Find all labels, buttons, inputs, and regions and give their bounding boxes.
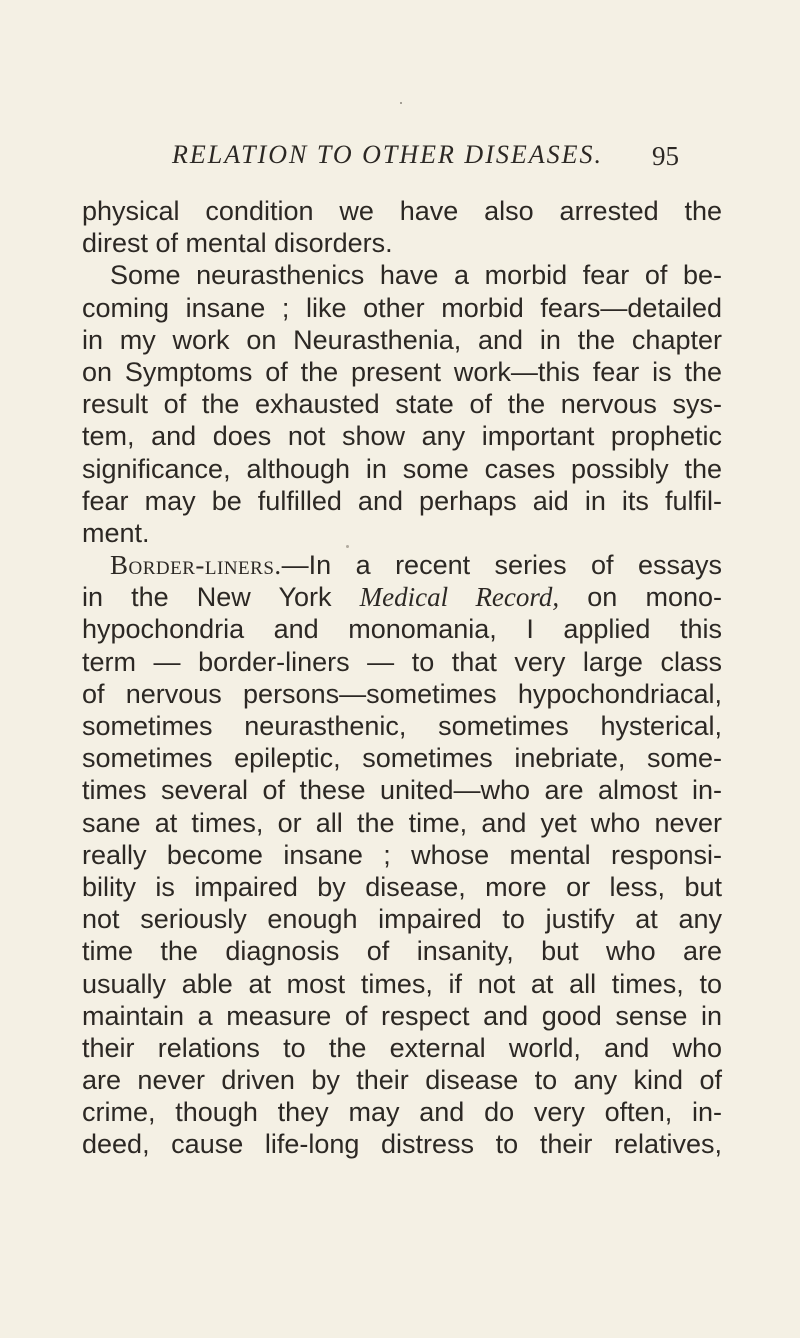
text-line: on Symptoms of the present work—this fear is the [82,356,722,387]
text-line: times several of these united—who are almost in- [82,775,722,806]
text-line: sane at times, or all the time, and yet who never [82,807,722,838]
text-line: really become insane ; whose mental responsi- [82,839,722,870]
text-fragment: on mono- [559,582,722,613]
text-line: term — border-liners — to that very large class [82,646,722,677]
text-line: ment. [82,517,150,548]
text-line: significance, although in some cases possibly the [82,453,722,484]
text-line: Some neurasthenics have a morbid fear of be- [110,260,722,291]
text-line: of nervous persons—sometimes hypochondriacal, [82,678,722,709]
page-header [172,140,702,180]
text-line: their relations to the external world, and who [82,1032,722,1063]
text-line: tem, and does not show any important prophetic [82,421,722,452]
text-line: crime, though they may and do very often, in- [82,1097,722,1128]
text-line: not seriously enough impaired to justify at any [82,904,722,935]
text-line [82,549,722,581]
text-fragment: in the New York [82,582,360,613]
text-line: fear may be fulfilled and perhaps aid in its fulfil- [82,485,722,516]
text-line: in my work on Neurasthenia, and in the chapter [82,324,722,355]
text-line: sometimes neurasthenic, sometimes hysterical, [82,711,722,741]
text-fragment: —In a recent series of essays [281,550,722,581]
journal-title: Medical Record, [359,582,560,613]
text-line: deed, cause life-long distress to their relatives, [82,1129,722,1160]
paper-speck [400,102,402,104]
section-heading: Border-liners. [110,550,282,581]
text-line: sometimes epileptic, sometimes inebriate, some- [82,743,722,774]
text-line: usually able at most times, if not at all times, to [82,968,722,999]
text-line: result of the exhausted state of the nervous sys- [82,389,722,420]
text-line: are never driven by their disease to any kind of [82,1065,722,1096]
text-line [82,581,722,613]
text-line: time the diagnosis of insanity, but who are [82,936,722,967]
text-line: direst of mental disorders. [82,228,393,259]
text-line: hypochondria and monomania, I applied this [82,614,722,645]
text-line: bility is impaired by disease, more or less, but [82,871,722,902]
page-number: 95 [652,141,679,171]
body-text [82,195,722,1161]
text-line: maintain a measure of respect and good sense in [82,1000,722,1031]
text-line: coming insane ; like other morbid fears—detailed [82,292,722,323]
running-title: RELATION TO OTHER DISEASES. [172,140,603,169]
text-line: physical condition we have also arrested the [82,196,722,226]
